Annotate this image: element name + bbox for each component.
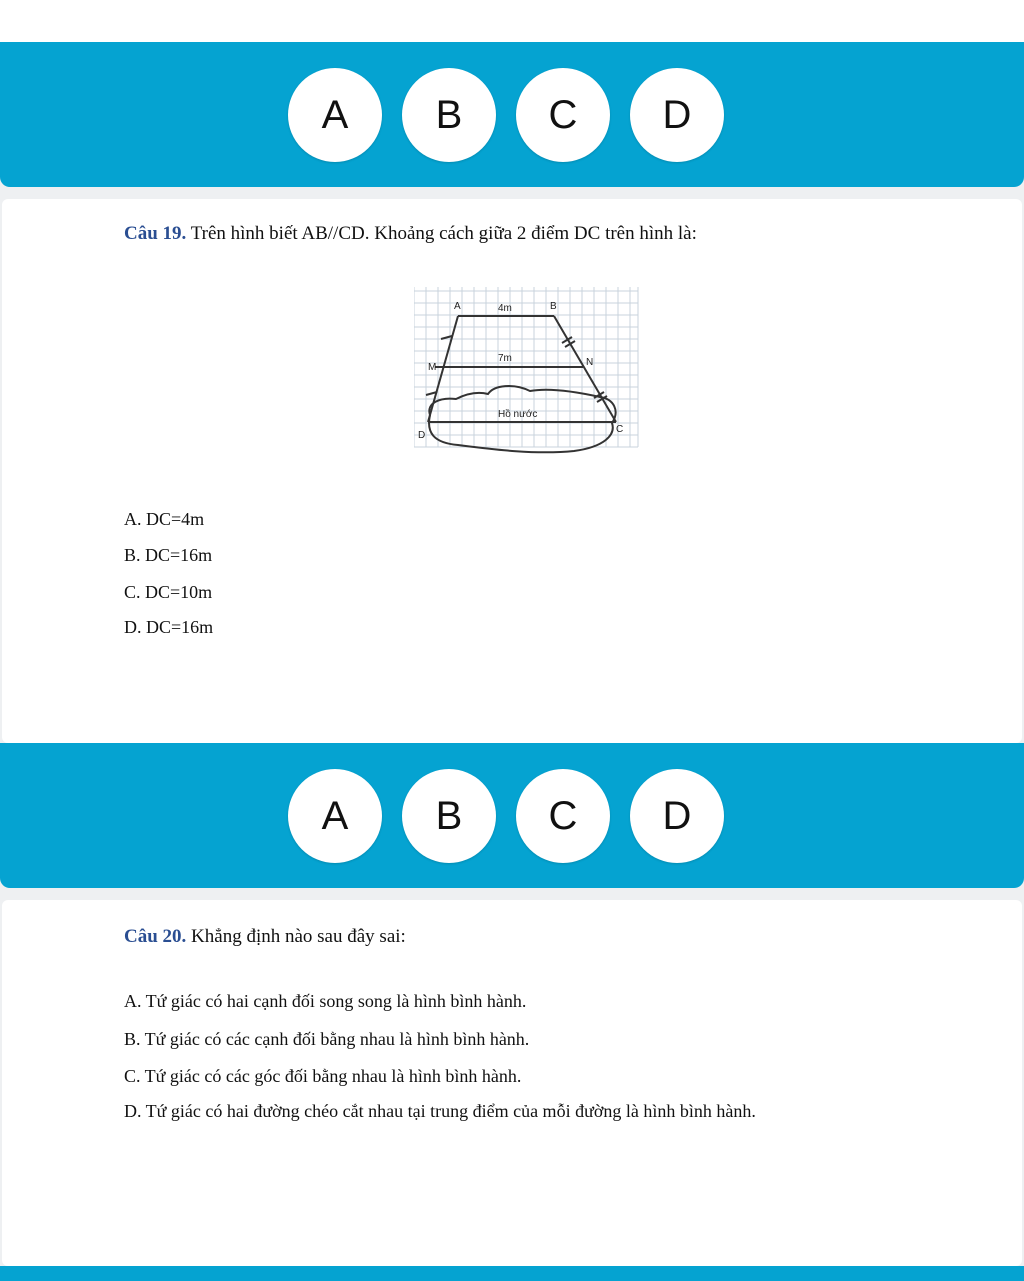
option-b-button[interactable]: B bbox=[402, 68, 496, 162]
answer-options bbox=[288, 769, 724, 863]
answer-19-b: B. DC=16m bbox=[124, 545, 213, 565]
option-a-button[interactable]: A bbox=[288, 769, 382, 863]
trapezoid-lake-figure bbox=[414, 287, 642, 459]
answer-20-b: B. Tứ giác có các cạnh đối bằng nhau là hình bình hành. bbox=[124, 1029, 530, 1049]
question-20-text bbox=[124, 926, 406, 948]
label-b: B bbox=[550, 301, 557, 312]
question-card-19 bbox=[2, 199, 1022, 743]
answer-19-d: D. DC=16m bbox=[124, 617, 214, 637]
label-m: M bbox=[428, 362, 437, 373]
answer-options bbox=[288, 68, 724, 162]
option-d-button[interactable]: D bbox=[630, 769, 724, 863]
answer-20-a: A. Tứ giác có hai cạnh đối song song là hình bình hành. bbox=[124, 991, 527, 1011]
label-a: A bbox=[454, 301, 461, 312]
option-c-button[interactable]: C bbox=[516, 769, 610, 863]
option-a-button[interactable]: A bbox=[288, 68, 382, 162]
option-d-button[interactable]: D bbox=[630, 68, 724, 162]
label-lake: Hồ nước bbox=[498, 409, 538, 420]
label-ab-length: 4m bbox=[498, 303, 512, 314]
question-card-20 bbox=[2, 900, 1022, 1266]
answer-19-a: A. DC=4m bbox=[124, 509, 205, 529]
question-number: Câu 20. bbox=[124, 926, 187, 947]
option-c-button[interactable]: C bbox=[516, 68, 610, 162]
bottom-bar bbox=[0, 1266, 1024, 1281]
answer-20-c: C. Tứ giác có các góc đối bằng nhau là hình bình hành. bbox=[124, 1066, 522, 1086]
answer-19-c: C. DC=10m bbox=[124, 582, 213, 602]
answer-banner-19 bbox=[0, 42, 1024, 187]
label-c: C bbox=[616, 424, 624, 435]
question-body: Khẳng định nào sau đây sai: bbox=[186, 926, 406, 947]
question-body: Trên hình biết AB//CD. Khoảng cách giữa 2 điểm DC trên hình là: bbox=[186, 223, 697, 244]
question-number: Câu 19. bbox=[124, 223, 187, 244]
question-19-text bbox=[124, 223, 697, 245]
answer-banner-20 bbox=[0, 743, 1024, 888]
label-n: N bbox=[586, 357, 594, 368]
option-b-button[interactable]: B bbox=[402, 769, 496, 863]
top-strip bbox=[0, 0, 1024, 42]
label-mn-length: 7m bbox=[498, 353, 512, 364]
answer-20-d: D. Tứ giác có hai đường chéo cắt nhau tại trung điểm của mỗi đường là hình bình hành. bbox=[124, 1101, 756, 1121]
label-d: D bbox=[418, 430, 426, 441]
side-bc bbox=[554, 316, 616, 422]
